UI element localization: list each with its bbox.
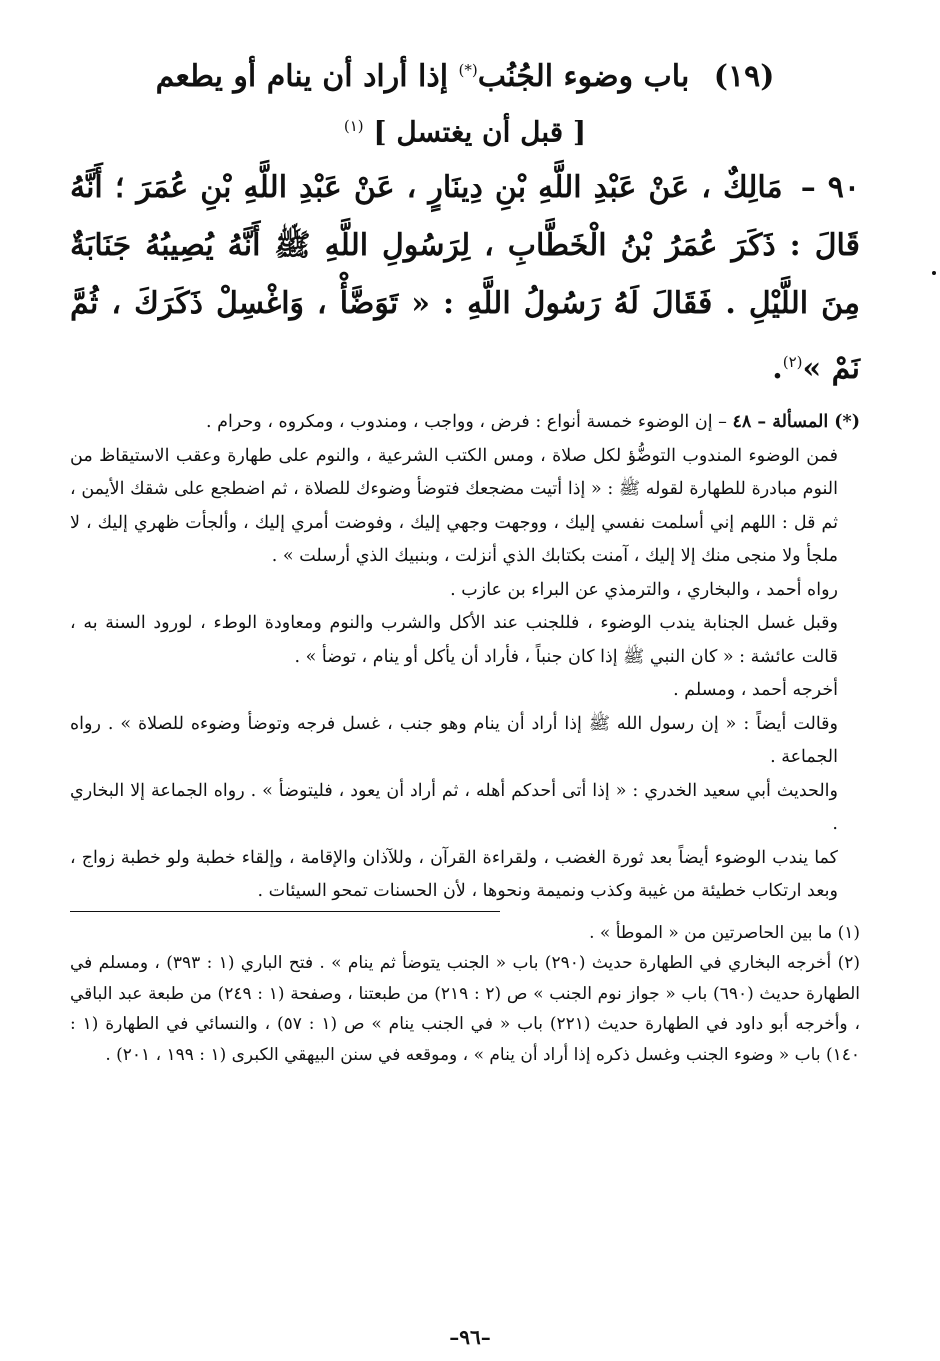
chapter-title-text: باب وضوء الجُنُب [477, 59, 690, 94]
commentary-paragraph: وقبل غسل الجنابة يندب الوضوء ، فللجنب عند الأكل والشرب والنوم ومعاودة الوطء ، لورود السنة به ، قالت عائشة : « كان النبي ﷺ إذا كان جنباً ، فأراد أن يأكل أو ينام ، توضأ » . [70, 613, 838, 667]
hadith-end: . [772, 351, 783, 387]
masala-intro: – إن الوضوء خمسة أنواع : فرض ، وواجب ، ومندوب ، ومكروه ، وحرام . [206, 412, 727, 433]
chapter-subtitle [70, 105, 860, 153]
footnote-1: (١) ما بين الحاصرتين من « الموطأ » . [589, 922, 860, 943]
book-page [70, 40, 860, 1340]
subtitle-text: [ قبل أن يغتسل ] [373, 115, 587, 149]
chapter-number: (١٩) [713, 59, 775, 94]
commentary-paragraph: وقالت أيضاً : « إن رسول الله ﷺ إذا أراد أن ينام وهو جنب ، غسل فرجه وتوضأ وضوءه للصلاة » . رواه الجماعة . [70, 713, 838, 768]
commentary-paragraph: كما يندب الوضوء أيضاً بعد ثورة الغضب ، ولقراءة القرآن ، وللآذان والإقامة ، وإلقاء خطبة ولو خطبة زواج ، وبعد ارتكاب خطيئة من غيبة وكذب ونميمة ونحوها ، لأن الحسنات تمحو السيئات . [70, 847, 838, 902]
chapter-title-marker: (*) [458, 61, 478, 79]
commentary-paragraph: أخرجه أحمد ، ومسلم . [673, 680, 838, 701]
hadith-number: ٩٠ – [800, 170, 860, 206]
footnotes [70, 918, 860, 1071]
chapter-title-rest: إذا أراد أن ينام أو يطعم [155, 59, 449, 94]
subtitle-footnote-ref: (١) [343, 117, 364, 135]
masala-label: (*) المسألة – ٤٨ [732, 412, 860, 433]
margin-dot [932, 271, 936, 275]
commentary-paragraph: والحديث أبي سعيد الخدري : « إذا أتى أحدكم أهله ، ثم أراد أن يعود ، فليتوضأ » . رواه الجماعة إلا البخاري . [70, 780, 838, 835]
chapter-title [70, 48, 860, 99]
hadith-footnote-ref: (٢) [782, 353, 803, 372]
hadith-body: مَالِكٌ ، عَنْ عَبْدِ اللَّهِ بْنِ دِينَارٍ ، عَنْ عَبْدِ اللَّهِ بْنِ عُمَرَ ؛ أَنَّهُ قَالَ : ذَكَرَ عُمَرُ بْنُ الْخَطَّابِ ، لِرَسُولِ اللَّهِ ﷺ أَنَّهُ يُصِيبُهُ جَنَابَةٌ مِنَ اللَّيْلِ . فَقَالَ لَهُ رَسُولُ اللَّهِ : « تَوَضَّأْ ، وَاغْسِلْ ذَكَرَكَ ، ثُمَّ نَمْ » [70, 170, 860, 387]
commentary-paragraph: رواه أحمد ، والبخاري ، والترمذي عن البراء بن عازب . [450, 579, 838, 600]
page-number: –٩٦– [449, 1325, 491, 1349]
hadith-text [70, 159, 860, 406]
footnote-divider [70, 911, 500, 912]
commentary-paragraph: فمن الوضوء المندوب التوضُّؤ لكل صلاة ، ومس الكتب الشرعية ، والنوم على طهارة وعقب الاستيقاظ من النوم مبادرة للطهارة لقوله ﷺ : « إذا أتيت مضجعك فتوضأ وضوءك للصلاة ، ثم اضطجع على شقك الأيمن ، ثم قل : اللهم إني أسلمت نفسي إليك ، ووجهت وجهي إليك ، وفوضت أمري إليك ، وألجأت ظهري إليك ، لا ملجأ ولا منجى منك إلا إليك ، آمنت بكتابك الذي أنزلت ، وبنبيك الذي أرسلت » . [70, 445, 838, 567]
footnote-2: (٢) أخرجه البخاري في الطهارة حديث (٢٩٠) باب « الجنب يتوضأ ثم ينام » . فتح الباري (١ : ٣٩٣) ، ومسلم في الطهارة حديث (٦٩٠) باب « جواز نوم الجنب » ص (٢ : ٢١٩) من طبعتنا ، وصفحة (١ : ٢٤٩) من طبعة عبد الباقي ، وأخرجه أبو داود في الطهارة حديث (٢٢١) باب « في الجنب ينام » ص (١ : ٥٧) ، والنسائي في الطهارة (١ : ١٤٠) باب « وضوء الجنب وغسل ذكره إذا أراد أن ينام » ، وموقعه في سنن البيهقي الكبرى (١ : ١٩٩ ، ٢٠١) . [70, 953, 860, 1065]
commentary-block [70, 406, 860, 909]
commentary-paragraph [70, 406, 860, 440]
